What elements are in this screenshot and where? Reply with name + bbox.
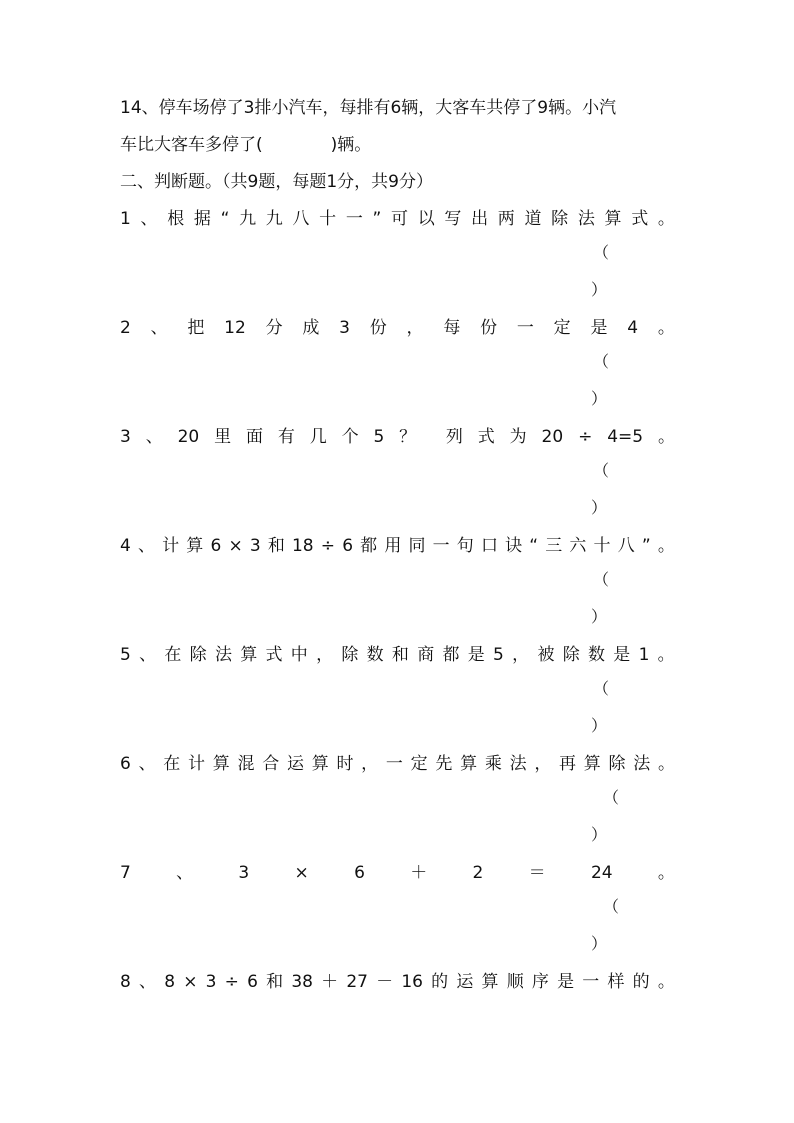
item-token: 、 bbox=[140, 209, 158, 229]
item-token: 算 bbox=[481, 972, 499, 992]
item-token: 诀 bbox=[505, 536, 523, 556]
item-token: 20 bbox=[541, 427, 564, 447]
item-token: 分 bbox=[265, 318, 283, 338]
item-token: 法 bbox=[577, 209, 595, 229]
judgment-item-8 bbox=[120, 970, 675, 994]
section-2-heading: 二、判断题。（共9题，每题1分，共9分） bbox=[120, 172, 433, 192]
item-token: ， bbox=[534, 754, 552, 774]
item-token: 1 bbox=[120, 209, 131, 229]
item-token: 份 bbox=[480, 318, 498, 338]
item-token: 、 bbox=[139, 645, 157, 665]
item-token: 2 bbox=[472, 863, 484, 883]
item-token: 、 bbox=[176, 863, 194, 883]
item-token: ， bbox=[316, 645, 334, 665]
item-token: 一 bbox=[432, 536, 450, 556]
item-token: 几 bbox=[309, 427, 327, 447]
judgment-item-6 bbox=[120, 752, 675, 776]
item-token: 和 bbox=[391, 645, 409, 665]
answer-paren-close-3: ） bbox=[591, 498, 608, 517]
item-token: 。 bbox=[657, 318, 675, 338]
item-token: 、 bbox=[145, 427, 163, 447]
item-token: 3 bbox=[205, 972, 217, 992]
item-token: 5 bbox=[120, 645, 131, 665]
item-token: 6 bbox=[354, 863, 365, 883]
item-token: 句 bbox=[456, 536, 474, 556]
item-token: 法 bbox=[509, 754, 527, 774]
item-token: × bbox=[228, 536, 243, 556]
item-token: 8 bbox=[164, 972, 176, 992]
judgment-item-5 bbox=[120, 643, 675, 667]
item-token: × bbox=[183, 972, 198, 992]
item-token: 里 bbox=[214, 427, 232, 447]
item-token: 3 bbox=[249, 536, 261, 556]
item-token: 数 bbox=[588, 645, 605, 665]
item-token: 同 bbox=[408, 536, 426, 556]
answer-paren-close-2: ） bbox=[591, 389, 608, 408]
item-token: ＝ bbox=[528, 863, 546, 883]
item-token: 出 bbox=[471, 209, 489, 229]
item-token: 是 bbox=[590, 318, 608, 338]
item-token: ” bbox=[641, 536, 651, 556]
item-token: 1 bbox=[638, 645, 650, 665]
item-token: 法 bbox=[214, 645, 232, 665]
item-token: 样 bbox=[607, 972, 625, 992]
item-token: ， bbox=[406, 318, 424, 338]
item-token: 中 bbox=[290, 645, 308, 665]
item-token: 一 bbox=[582, 972, 600, 992]
item-token: 16 bbox=[401, 972, 423, 992]
item-token: 算 bbox=[311, 754, 329, 774]
item-token: 三 bbox=[545, 536, 563, 556]
item-token: 都 bbox=[442, 645, 460, 665]
judgment-item-3 bbox=[120, 425, 675, 449]
item-token: 、 bbox=[138, 754, 156, 774]
answer-paren-close-7: ） bbox=[591, 934, 608, 953]
item-token: 每 bbox=[443, 318, 461, 338]
item-token: 数 bbox=[366, 645, 384, 665]
item-token: “ bbox=[529, 536, 539, 556]
item-token: 口 bbox=[480, 536, 498, 556]
item-token: 据 bbox=[193, 209, 211, 229]
item-token: 、 bbox=[150, 318, 168, 338]
item-token: 。 bbox=[657, 536, 675, 556]
item-token: 写 bbox=[444, 209, 462, 229]
item-token: 12 bbox=[224, 318, 246, 338]
item-token: 5 bbox=[493, 645, 504, 665]
judgment-item-7 bbox=[120, 861, 675, 885]
item-token: 。 bbox=[657, 645, 675, 665]
item-token: ＋ bbox=[321, 972, 339, 992]
item-token: 法 bbox=[633, 754, 651, 774]
item-token: “ bbox=[220, 209, 230, 229]
answer-paren-open-1[interactable]: （ bbox=[593, 243, 610, 262]
item-token: 在 bbox=[164, 645, 182, 665]
item-token: 在 bbox=[163, 754, 181, 774]
item-token: 27 bbox=[346, 972, 368, 992]
question-14-line-1: 14、停车场停了3排小汽车，每排有6辆，大客车共停了9辆。小汽 bbox=[120, 98, 617, 118]
item-token: 先 bbox=[435, 754, 453, 774]
item-token: 的 bbox=[431, 972, 449, 992]
answer-paren-close-5: ） bbox=[591, 716, 608, 735]
item-token: 一 bbox=[345, 209, 363, 229]
answer-paren-close-1: ） bbox=[591, 280, 608, 299]
item-token: 定 bbox=[553, 318, 571, 338]
item-token: 九 bbox=[265, 209, 283, 229]
item-token: 是 bbox=[613, 645, 631, 665]
item-token: 是 bbox=[467, 645, 485, 665]
item-token: 式 bbox=[265, 645, 283, 665]
judgment-item-1 bbox=[120, 207, 675, 231]
item-token: 十 bbox=[319, 209, 337, 229]
item-token: － bbox=[376, 972, 394, 992]
item-token: 把 bbox=[187, 318, 205, 338]
item-token: 都 bbox=[360, 536, 378, 556]
item-token: 时 bbox=[336, 754, 354, 774]
answer-paren-open-6[interactable]: （ bbox=[603, 788, 620, 807]
item-token: 运 bbox=[456, 972, 474, 992]
item-token: 道 bbox=[524, 209, 542, 229]
item-token: 4=5 bbox=[607, 427, 644, 447]
item-token: × bbox=[294, 863, 309, 883]
answer-paren-close-4: ） bbox=[591, 607, 608, 626]
item-token: 一 bbox=[516, 318, 534, 338]
item-token: 商 bbox=[417, 645, 435, 665]
item-token: ， bbox=[512, 645, 530, 665]
item-token: 根 bbox=[167, 209, 185, 229]
item-token: 的 bbox=[632, 972, 650, 992]
item-token: 6 bbox=[120, 754, 131, 774]
item-token: 定 bbox=[410, 754, 428, 774]
item-token: 混 bbox=[237, 754, 255, 774]
item-token: 算 bbox=[240, 645, 258, 665]
item-token: 除 bbox=[608, 754, 626, 774]
item-token: 两 bbox=[497, 209, 515, 229]
item-token: 3 bbox=[339, 318, 350, 338]
item-token: 再 bbox=[559, 754, 577, 774]
question-14-text-before-blank: 车比大客车多停了( bbox=[120, 135, 263, 155]
item-token: 成 bbox=[302, 318, 320, 338]
item-token: 算 bbox=[583, 754, 601, 774]
item-token: 十 bbox=[593, 536, 611, 556]
item-token: ？ bbox=[399, 427, 417, 447]
item-token: 20 bbox=[177, 427, 200, 447]
item-token: 六 bbox=[569, 536, 587, 556]
item-token: 份 bbox=[369, 318, 387, 338]
item-token: 列 bbox=[445, 427, 463, 447]
item-token: 合 bbox=[262, 754, 280, 774]
item-token: ” bbox=[372, 209, 382, 229]
item-token: 3 bbox=[120, 427, 131, 447]
item-token: 可 bbox=[391, 209, 409, 229]
item-token: 九 bbox=[239, 209, 257, 229]
item-token: 38 bbox=[291, 972, 313, 992]
item-token: 3 bbox=[238, 863, 250, 883]
item-token: 有 bbox=[277, 427, 295, 447]
item-token: 算 bbox=[212, 754, 230, 774]
item-token: 算 bbox=[604, 209, 622, 229]
question-14-text-after-blank: )辆。 bbox=[330, 135, 372, 155]
item-token: ÷ bbox=[578, 427, 593, 447]
item-token: 除 bbox=[562, 645, 580, 665]
item-token: 6 bbox=[210, 536, 222, 556]
item-token: 。 bbox=[657, 863, 675, 883]
item-token: 4 bbox=[120, 536, 131, 556]
answer-paren-close-6: ） bbox=[591, 825, 608, 844]
item-token: ÷ bbox=[320, 536, 336, 556]
item-token: 计 bbox=[162, 536, 180, 556]
item-token: 个 bbox=[341, 427, 359, 447]
item-token: 。 bbox=[657, 209, 675, 229]
answer-paren-open-3[interactable]: （ bbox=[593, 461, 610, 480]
item-token: 计 bbox=[188, 754, 206, 774]
item-token: 5 bbox=[373, 427, 385, 447]
item-token: 7 bbox=[120, 863, 131, 883]
item-token: 为 bbox=[509, 427, 527, 447]
item-token: 运 bbox=[286, 754, 304, 774]
item-token: 被 bbox=[537, 645, 555, 665]
item-token: 除 bbox=[551, 209, 569, 229]
item-token: 算 bbox=[186, 536, 204, 556]
item-token: 八 bbox=[617, 536, 635, 556]
item-token: ÷ bbox=[224, 972, 239, 992]
item-token: 。 bbox=[657, 972, 675, 992]
item-token: 6 bbox=[342, 536, 354, 556]
item-token: 和 bbox=[267, 536, 285, 556]
item-token: 。 bbox=[657, 754, 675, 774]
judgment-item-4 bbox=[120, 534, 675, 558]
item-token: 一 bbox=[385, 754, 403, 774]
item-token: 6 bbox=[247, 972, 258, 992]
answer-paren-open-7[interactable]: （ bbox=[603, 897, 620, 916]
judgment-item-2 bbox=[120, 316, 675, 340]
item-token: 序 bbox=[531, 972, 549, 992]
item-token: 面 bbox=[245, 427, 263, 447]
item-token: 算 bbox=[460, 754, 478, 774]
answer-paren-open-5[interactable]: （ bbox=[593, 679, 610, 698]
item-token: 、 bbox=[137, 536, 155, 556]
item-token: 、 bbox=[139, 972, 157, 992]
item-token: 式 bbox=[631, 209, 649, 229]
answer-paren-open-4[interactable]: （ bbox=[593, 570, 610, 589]
question-14-line-2 bbox=[120, 133, 675, 157]
item-token: 八 bbox=[292, 209, 310, 229]
item-token: ， bbox=[361, 754, 379, 774]
item-token: 用 bbox=[384, 536, 402, 556]
item-token: 24 bbox=[590, 863, 613, 883]
item-token: 和 bbox=[266, 972, 284, 992]
item-token: 。 bbox=[657, 427, 675, 447]
item-token: 乘 bbox=[484, 754, 502, 774]
item-token: 式 bbox=[477, 427, 495, 447]
answer-paren-open-2[interactable]: （ bbox=[593, 352, 610, 371]
item-token: 除 bbox=[189, 645, 207, 665]
item-token: 8 bbox=[120, 972, 131, 992]
item-token: 顺 bbox=[506, 972, 524, 992]
item-token: 2 bbox=[120, 318, 131, 338]
item-token: 18 bbox=[291, 536, 314, 556]
item-token: 是 bbox=[557, 972, 575, 992]
item-token: 以 bbox=[417, 209, 435, 229]
item-token: ＋ bbox=[410, 863, 428, 883]
item-token: 除 bbox=[341, 645, 359, 665]
item-token: 4 bbox=[627, 318, 639, 338]
